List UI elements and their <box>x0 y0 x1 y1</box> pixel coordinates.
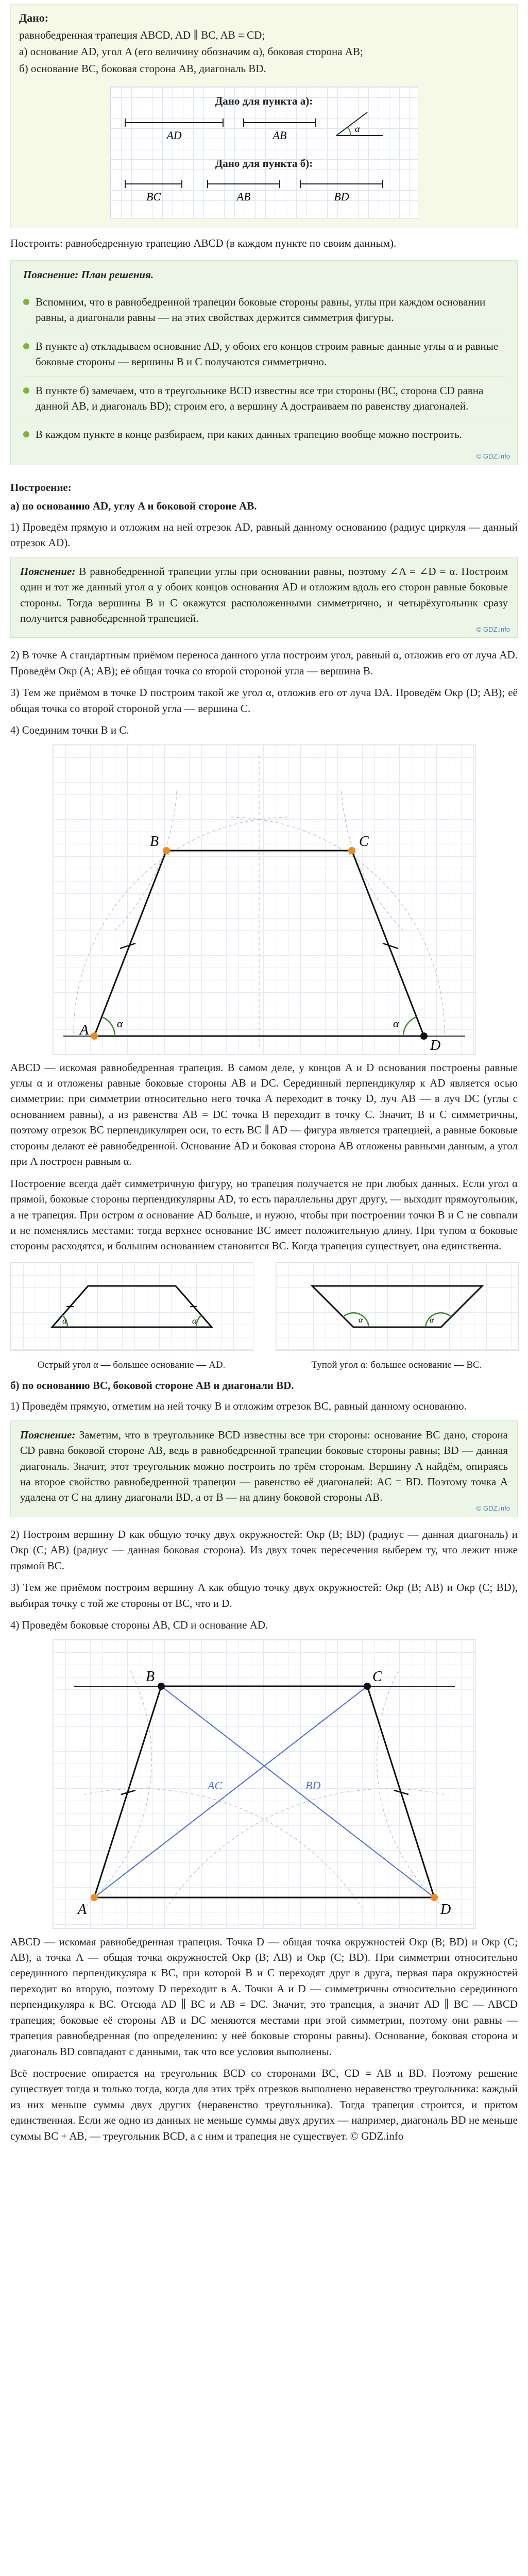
a-step-1: 1) Проведём прямую и отложим на ней отрезок AD, равный данному основанию (радиус циркуля — данный отрезок AD). <box>10 520 518 549</box>
plan-item-text: В пункте б) замечаем, что в треугольнике BCD известны все три стороны (BC, сторона CD равна данной AB, и диагональ BD); строим его, а вершину A достраиваем по равенству диагоналей. <box>36 384 484 413</box>
construction-arc <box>115 791 177 930</box>
vertex-b <box>163 847 170 854</box>
vertex-c <box>348 847 355 854</box>
label-alpha-a: α <box>116 1016 123 1030</box>
plan-title: Пояснение: План решения. <box>23 268 154 281</box>
construction-arc <box>342 791 403 930</box>
segment-ad <box>125 118 223 142</box>
vertex-a <box>91 1894 98 1901</box>
given-line-1: равнобедренная трапеция ABCD, AD ∥ BC, AB = CD; <box>19 28 265 41</box>
label-alpha: α <box>62 1316 67 1326</box>
comparison-figures <box>10 1262 518 1372</box>
construction-arc <box>228 817 445 1033</box>
figure-acute-cell <box>10 1262 252 1372</box>
label-b: B <box>145 1668 155 1685</box>
b-note-text: Заметим, что в треугольнике BCD известны все три стороны: основание BC дано, сторона CD равна боковой стороне AB, ведь в равнобедренной трапеции боковые стороны равны; BD — данная диагональ. Значит, этот треугольник можно построить по трём сторонам. Вершину A найдём, опираясь на второе свойство равнобедренной трапеции — равенство её диагоналей: AC = BD. Поэтому точка A удалена от C на длину диагонали BD, а от B — на длину боковой стороны AB. <box>20 1428 508 1504</box>
plan-item <box>23 377 505 421</box>
label-alpha-d: α <box>393 1016 399 1030</box>
plan-item <box>23 288 505 332</box>
figure-obtuse-cell <box>276 1262 518 1372</box>
plan-item <box>23 420 505 449</box>
a-note-text: В равнобедренной трапеции углы при основании равны, поэтому ∠A = ∠D = α. Построим один и тот же данный угол α у обоих концов основания AD и отложим вдоль его сторон равные боковые стороны. Тогда вершины B и C окажутся расположенными симметрично, и четырёхугольник сразу получится равнобедренной трапецией. <box>20 565 508 624</box>
b-step-4: 4) Проведём боковые стороны AB, CD и основание AD. <box>10 1619 268 1632</box>
segment-bc-label: BC <box>146 190 161 203</box>
plan-item-text: В пункте а) откладываем основание AD, у обоих его концов строим равные данные углы α и равные боковые стороны — вершины B и C получаются симметрично. <box>36 340 499 368</box>
b-step-3: 3) Тем же приёмом построим вершину A как общую точку двух окружностей: Окр (B; AB) и Окр (C; BD), выбирая точку с той же стороны от BC, что и D. <box>10 1581 518 1609</box>
a-note-label: Пояснение: <box>20 565 76 578</box>
a-explanation-1: ABCD — искомая равнобедренная трапеция. В самом деле, у концов A и D основания построены равные углы α и отложены равные боковые стороны AB и DC. Серединный перпендикуляр к AD является осью симметрии: при симметрии относительно него точка A переходит в точку D, луч AB — в луч DC (углы с основанием равны), а из равенства AB = DC точка B переходит в точку C. Значит, B и C симметричны, поэтому отрезок BC перпендикулярен оси, то есть BC ∥ AD — фигура является трапецией, а равные боковые стороны делают её равнобедренной. Основание AD и боковая сторона AB отложены равными данным, а угол при A построен равным α. <box>10 1061 518 1168</box>
part-b-title: б) по основанию BC, боковой стороне AB и диагонали BD. <box>10 1379 294 1392</box>
angle-arc-d <box>403 1017 416 1036</box>
segment-bc <box>125 180 182 203</box>
a-step-2: 2) В точке A стандартным приёмом переноса данного угла построим угол, равный α, отложив его от луча AD. Проведём Окр (A; AB); её общая точка со второй стороной угла — вершина B. <box>10 649 518 677</box>
a-step-4: 4) Соединим точки B и C. <box>10 724 129 737</box>
vertex-b <box>158 1683 165 1690</box>
segment-ad-label: AD <box>166 128 182 142</box>
b-explanation-2: Всё построение опирается на треугольник BCD со сторонами BC, CD = AB и BD. Поэтому решение существует тогда и только тогда, когда для этих трёх отрезков выполнено неравенство треугольника: каждый из них меньше суммы двух других (неравенство треугольника). Тогда трапеция строится, и притом единственная. Если же одно из данных не меньше суммы двух других — например, диагональ BD не меньше суммы BC + AB, — треугольник BCD, а с ним и трапеция не существует. © GDZ.info <box>10 2067 518 2142</box>
figure-obtuse-caption: Тупой угол α: большее основание — BC. <box>311 1360 482 1371</box>
vertex-d <box>420 1032 428 1040</box>
given-section <box>10 4 518 228</box>
given-line-2: а) основание AD, угол A (его величину обозначим α), боковая сторона AB; <box>19 45 363 58</box>
b-explanation-1: ABCD — искомая равнобедренная трапеция. Точка D — общая точка окружностей Окр (B; BD) и Окр (C; AB), а точка A — общая точка окружностей Окр (B; AB) и Окр (C; BD). При симметрии относительно серединного перпендикуляра к BC, при которой B и C переходят друг в друга, первая пара окружностей переходит во вторую, поэтому D переходит в A. Точки A и D — симметричны относительно серединного перпендикуляра к BC. Отсюда AD ∥ BC и AB = DC. Значит, это трапеция, а значит AD ∥ BC — ABCD трапеция; боковые её стороны AB и DC меняются местами при этой симметрии, поэтому они равны — трапеция равнобедренная (по определению: у неё боковые стороны равны). Основание, боковая сторона и диагональ BD совпадают с данными, так что все условия выполнены. <box>10 1935 518 2058</box>
vertex-c <box>364 1683 371 1690</box>
plan-item-text: Вспомним, что в равнобедренной трапеции боковые стороны равны, углы при каждом основании равны, а диагонали равны — на этих свойствах держится симметрия фигуры. <box>36 295 486 324</box>
given-angle-alpha-label: α <box>354 123 360 134</box>
label-d: D <box>430 1037 440 1054</box>
angle-arc-a <box>102 1017 115 1036</box>
segment-bd-label: BD <box>333 190 349 203</box>
plan-item-text: В каждом пункте в конце разбираем, при каких данных трапецию вообще можно построить. <box>36 428 462 441</box>
construction-title: Построение: <box>10 481 72 494</box>
given-data-box <box>110 87 418 218</box>
segment-ab-b <box>208 180 280 203</box>
given-box-b-title: Дано для пункта б): <box>215 157 313 170</box>
segment-ab-label: AB <box>272 128 286 142</box>
label-diagonal-ac: AC <box>207 1778 222 1792</box>
angle-arc <box>196 1315 201 1327</box>
tick-mark <box>383 943 398 948</box>
segment-ab <box>244 118 316 142</box>
label-c: C <box>372 1668 382 1685</box>
label-b: B <box>149 833 159 850</box>
build-task: Построить: равнобедренную трапецию ABCD (в каждом пункте по своим данным). <box>10 236 397 249</box>
segment-bd <box>300 180 383 203</box>
figure-acute-angle <box>10 1262 253 1351</box>
plan-item <box>23 332 505 377</box>
a-explanation-2: Построение всегда даёт симметричную фигуру, но трапеция получается не при любых данных. Если угол α прямой, боковые стороны перпендикулярны AD, то есть параллельны друг другу, — выходит прямоугольник, а не трапеция. При остром α основание AD больше, и нужно, чтобы при построении точки B и C не совпали и не поменялись местами: тогда верхнее основание BC имеет положительную длину. При тупом α боковые стороны расходятся, и большим основанием становится BC. Когда трапеция существует, она единственна. <box>10 1177 518 1252</box>
given-b-segments <box>120 175 388 207</box>
given-a-segments <box>120 112 388 148</box>
label-alpha: α <box>192 1316 197 1326</box>
label-d: D <box>440 1901 451 1918</box>
gdz-watermark: © GDZ.info <box>476 1504 510 1513</box>
b-note-paragraph <box>20 1427 508 1505</box>
a-note <box>10 557 518 638</box>
label-a: A <box>77 1901 87 1918</box>
a-note-paragraph <box>20 564 508 626</box>
label-alpha: α <box>359 1315 363 1325</box>
b-note-label: Пояснение: <box>20 1428 76 1441</box>
gdz-watermark: © GDZ.info <box>476 625 510 633</box>
construction-arc <box>166 1788 445 1907</box>
b-note <box>10 1420 518 1517</box>
vertex-a <box>91 1032 98 1040</box>
label-alpha: α <box>430 1315 434 1325</box>
figure-obtuse-angle <box>276 1262 519 1351</box>
given-angle-alpha <box>336 112 383 135</box>
construction-arc <box>84 1788 362 1907</box>
diagonal-ac <box>94 1686 367 1897</box>
label-c: C <box>359 833 369 850</box>
figure-trapezoid-b <box>53 1639 476 1929</box>
a-step-3: 3) Тем же приёмом в точке D построим такой же угол α, отложив его от луча DA. Проведём Окр (D; AB); её общая точка со второй стороной угла — вершина C. <box>10 686 518 715</box>
given-box-a-title: Дано для пункта а): <box>215 95 313 108</box>
tick-mark <box>120 943 135 948</box>
label-a: A <box>79 1022 89 1038</box>
figure-acute-caption: Острый угол α — большее основание — AD. <box>37 1360 226 1371</box>
given-line-3: б) основание BC, боковая сторона AB, диагональ BD. <box>19 62 266 75</box>
trapezoid-acute <box>52 1286 212 1327</box>
trapezoid-obtuse <box>312 1286 482 1327</box>
diagonal-bd <box>161 1686 434 1897</box>
trapezoid-abcd <box>94 1686 434 1897</box>
construction-arc <box>74 817 290 1033</box>
bullet-icon <box>23 343 29 349</box>
bullet-icon <box>23 299 29 305</box>
plan-box <box>10 260 518 465</box>
given-title: Дано: <box>19 11 49 24</box>
vertex-d <box>431 1894 438 1901</box>
bullet-icon <box>23 431 29 437</box>
figure-trapezoid-a <box>53 744 476 1055</box>
b-step-1: 1) Проведём прямую, отметим на ней точку B и отложим отрезок BC, равный данному основанию. <box>10 1400 467 1413</box>
bullet-icon <box>23 387 29 394</box>
label-diagonal-bd: BD <box>305 1778 320 1792</box>
gdz-watermark: © GDZ.info <box>476 452 510 461</box>
b-step-2: 2) Построим вершину D как общую точку двух окружностей: Окр (B; BD) (радиус — данная диагональ) и Окр (C; AB) (радиус — данная боковая сторона). Из двух точек пересечения выберем ту, что лежит ниже прямой BC. <box>10 1528 518 1572</box>
segment-ab-b-label: AB <box>236 190 250 203</box>
part-a-title: а) по основанию AD, углу A и боковой стороне AB. <box>10 500 257 513</box>
